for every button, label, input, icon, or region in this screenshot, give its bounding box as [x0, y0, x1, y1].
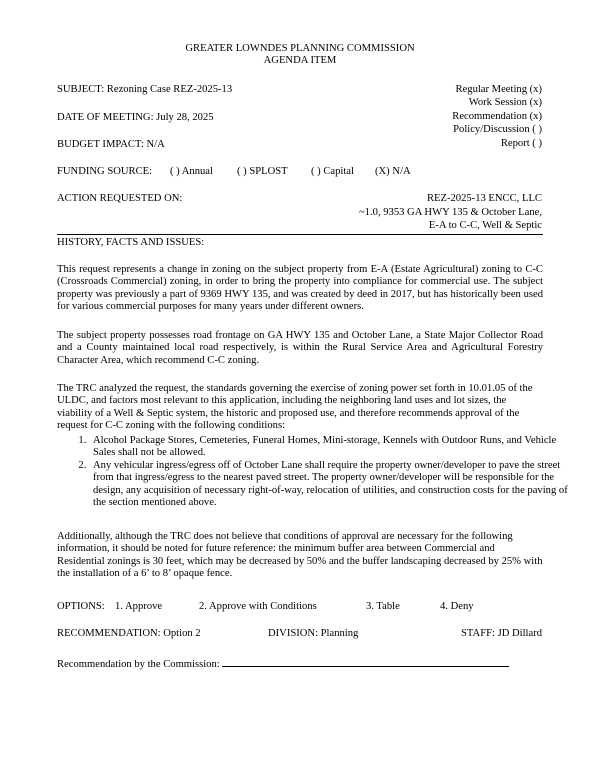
funding-option-splost: ( ) SPLOST: [237, 166, 288, 177]
option-deny: 4. Deny: [440, 601, 474, 612]
history-paragraph-1: This request represents a change in zoning on the subject property from E-A (Estate Agricultural) zoning to C-C (Crossroads Commercial) zoning, in order to bring the property into compliance for commercial use. The subject property was previously a part of 9369 HWY 135, and was created by deed in 2017, but has historically been used for various commercial purposes for many years under different owners.: [57, 264, 543, 313]
commission-recommendation-label: Recommendation by the Commission:: [57, 659, 220, 670]
history-paragraph-3: The TRC analyzed the request, the standards governing the exercise of zoning power set forth in 10.01.05 of the ULDC, and factors most relevant to this application, including the neighboring land uses and lot sizes, the viability of a Well & Septic system, the historic and proposed use, and therefore recommends approval of the request for C-C zoning with the following conditions:: [57, 383, 533, 432]
history-paragraph-2: The subject property possesses road frontage on GA HWY 135 and October Lane, a State Major Collector Road and a County maintained local road respectively, is within the Rural Service Area and Agricultural Forestry Character Area, which recommend C-C zoning.: [57, 330, 543, 366]
recommendation-option: RECOMMENDATION: Option 2: [57, 628, 201, 639]
section-divider: [57, 234, 543, 235]
options-label: OPTIONS:: [57, 601, 105, 612]
option-table: 3. Table: [366, 601, 400, 612]
conditions-list: [57, 435, 575, 509]
funding-option-capital: ( ) Capital: [311, 166, 354, 177]
action-location-line: ~1.0, 9353 GA HWY 135 & October Lane,: [358, 207, 542, 218]
commission-signature-line: [222, 656, 509, 667]
meeting-type-report: Report ( ): [500, 138, 542, 149]
meeting-type-recommendation: Recommendation (x): [452, 111, 542, 122]
option-approve-with-conditions: 2. Approve with Conditions: [199, 601, 317, 612]
history-heading: HISTORY, FACTS AND ISSUES:: [57, 237, 205, 248]
meeting-type-work-session: Work Session (x): [468, 97, 542, 108]
meeting-type-regular: Regular Meeting (x): [455, 84, 542, 95]
meeting-date: DATE OF MEETING: July 28, 2025: [57, 112, 214, 123]
history-paragraph-4: Additionally, although the TRC does not believe that conditions of approval are necessary for the following information, it should be noted for future reference: the minimum buffer area between Commercial and Residential zonings is 30 feet, which may be decreased by 50% and the buffer landscaping decreased by 25% with the installation of a 6’ to 8’ opaque fence.: [57, 531, 543, 580]
condition-item-2: 2. Any vehicular ingress/egress off of October Lane shall require the property owner/developer to pave the street from that ingress/egress to the nearest paved street. The property owner/developer will be responsible for the design, any acquisition of necessary right-of-way, relocation of utilities, and construction costs for the paving of the section mentioned above.: [89, 460, 575, 510]
subject-line: SUBJECT: Rezoning Case REZ-2025-13: [57, 84, 233, 95]
action-case-line: REZ-2025-13 ENCC, LLC: [426, 193, 542, 204]
action-requested-label: ACTION REQUESTED ON:: [57, 193, 183, 204]
org-title: GREATER LOWNDES PLANNING COMMISSION: [185, 43, 415, 54]
division: DIVISION: Planning: [268, 628, 359, 639]
action-zoning-line: E-A to C-C, Well & Septic: [428, 220, 542, 231]
funding-option-annual: ( ) Annual: [170, 166, 213, 177]
doc-type-title: AGENDA ITEM: [263, 55, 337, 66]
meeting-type-policy: Policy/Discussion ( ): [453, 124, 542, 135]
funding-source-label: FUNDING SOURCE:: [57, 166, 153, 177]
budget-impact: BUDGET IMPACT: N/A: [57, 139, 165, 150]
funding-option-na: (X) N/A: [375, 166, 411, 177]
condition-item-1: 1. Alcohol Package Stores, Cemeteries, Funeral Homes, Mini-storage, Kennels with Outdoor Runs, and Vehicle Sales shall not be allowed.: [89, 435, 575, 460]
staff: STAFF: JD Dillard: [461, 628, 542, 639]
commission-recommendation: [57, 656, 509, 671]
option-approve: 1. Approve: [115, 601, 163, 612]
